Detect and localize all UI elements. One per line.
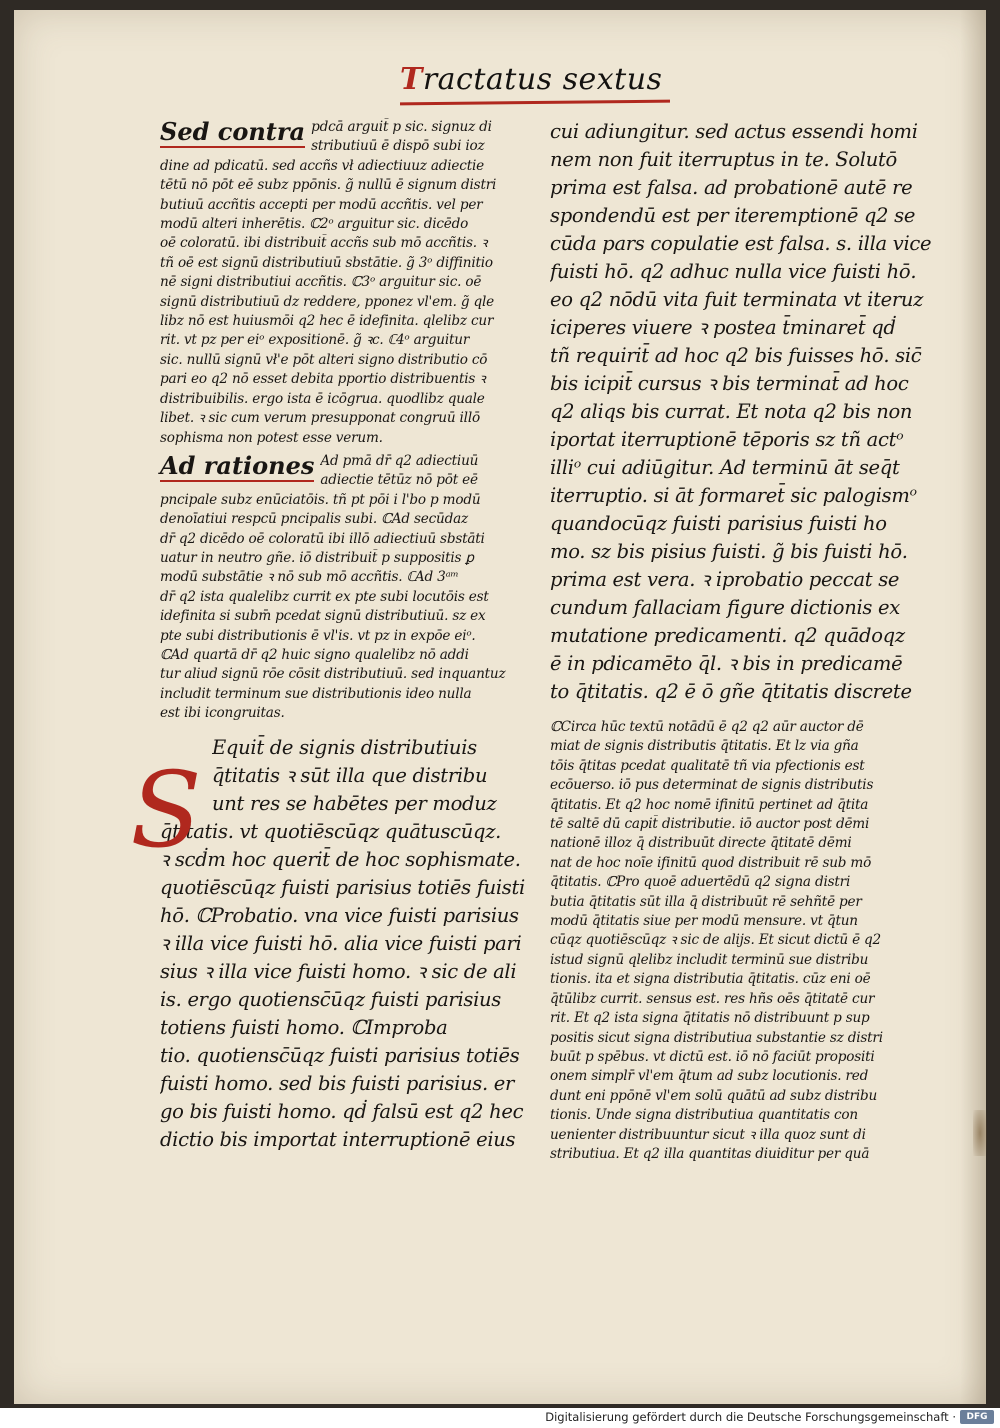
text-line: q̄titatis. Et q2 hoc nomē ifinitū pertinet ad q̄tita xyxy=(550,796,869,813)
text-line: fuisti hō. q2 adhuc nulla vice fuisti hō. xyxy=(550,260,917,283)
text-line: tionis. Unde signa distributiua quantitatis con xyxy=(550,1107,858,1124)
text-line: ecōuerso. iō pus determinat de signis distributis xyxy=(550,777,874,794)
text-line: sic. nullū signū vł'e pōt alteri signo distributio cō xyxy=(160,351,488,368)
decorated-initial-s: S xyxy=(130,749,202,871)
text-line: oē coloratū. ibi distribuit̄ accñs sub mō accñtis. ꝛ xyxy=(160,235,488,252)
ad-rationes-heading: Ad rationes xyxy=(160,450,315,480)
text-line: tē saltē dū capit̄ distributie. iō auctor post dēmi xyxy=(550,816,870,833)
text-line: pncipale subz enūciatōis. tñ pt pōi i l'bo p modū xyxy=(160,491,481,508)
text-line: unt res se habētes per moduz xyxy=(212,791,497,815)
text-line: nationē illoz q̄ distribuūt directe q̄titatē dēmi xyxy=(550,835,852,852)
text-line: hō. ℂProbatio. vna vice fuisti parisius xyxy=(160,903,519,927)
sed-contra-first-lines xyxy=(311,118,546,157)
text-line: q̄titatis ꝛ sūt illa que distribu xyxy=(212,763,488,787)
text-line: idefinita si subm̄ pcedat signū distributiuū. sz ex xyxy=(160,608,486,625)
running-head-text: ractatus sextus xyxy=(422,62,663,97)
text-line: eo q2 nōdū vita fuit terminata vt iteruz xyxy=(550,288,924,311)
page-edge-shadow xyxy=(960,10,986,1404)
footer-credit: Digitalisierung gefördert durch die Deutsche Forschungsgemeinschaft · xyxy=(545,1410,956,1424)
text-line: tionis. ita et signa distributia q̄titatis. cūz eni oē xyxy=(550,971,871,988)
text-line: cūda pars copulatie est falsa. s. illa vice xyxy=(550,232,932,255)
text-line: signū distributiuū dz reddere, pponez vl'em. g̃ qle xyxy=(160,293,494,310)
text-line: pte subi distributionis ē vl'is. vt pz in expōe eiᵒ. xyxy=(160,627,476,644)
text-line: nem non fuit iterruptus in te. Solutō xyxy=(550,148,897,171)
text-line: q̄titatis. vt quotiēscūqz quātuscūqz. xyxy=(160,819,502,843)
paper-stain xyxy=(973,1110,987,1156)
text-line: q2 aliqs bis currat. Et nota q2 bis non xyxy=(550,400,913,423)
text-line: ℂAd quartā dr̄ q2 huic signo qualelibz nō addi xyxy=(160,646,469,663)
text-line: pari eo q2 nō esset debita pportio distribuentis ꝛ xyxy=(160,371,486,388)
text-line: go bis fuisti homo. qḋ falsū est q2 hec xyxy=(160,1099,524,1123)
text-line: tñ oē est signū distributiuū sbstātie. g̃ 3ᵒ diffinitio xyxy=(160,254,493,271)
text-line: tñ requirit̄ ad hoc q2 bis fuisses hō. sic̄ xyxy=(550,344,922,367)
text-line: mutatione predicamenti. q2 quādoqz xyxy=(550,624,905,647)
text-line: istud signū qlelibz includit terminū sue distribu xyxy=(550,951,869,968)
text-line: uatur in neutro gñe. iō distribuit̄ p suppositis ꝑ xyxy=(160,549,474,566)
text-line: quotiēscūqz fuisti parisius totiēs fuisti xyxy=(160,875,525,899)
text-line: libet. ꝛ sic cum verum presupponat congruū illō xyxy=(160,410,480,427)
dfg-logo: DFG xyxy=(960,1410,994,1424)
text-line: prima est falsa. ad probationē autē re xyxy=(550,176,913,199)
text-line: dr̄ q2 ista qualelibz currit ex pte subi locutōis est xyxy=(160,588,489,605)
text-line: dine ad pdicatū. sed accñs vł adiectiuuz adiectie xyxy=(160,157,484,174)
text-line: cui adiungitur. sed actus essendi homi xyxy=(550,120,918,143)
text-line: est ibi icongruitas. xyxy=(160,705,285,722)
text-line: ꝛ illa vice fuisti hō. alia vice fuisti pari xyxy=(160,931,522,955)
text-line: rit. vt pz per eiᵒ expositionē. g̃ ꝛc. ℂ4ᵒ arguitur xyxy=(160,332,470,349)
text-line: sophisma non potest esse verum. xyxy=(160,429,383,446)
text-line: q̄tūlibz currit. sensus est. res hñs oēs q̄titatē cur xyxy=(550,990,875,1007)
text-line: miat de signis distributis q̄titatis. Et lz via gña xyxy=(550,738,859,755)
text-line: dr̄ q2 dicēdo oē coloratū ibi illō adiectiuū sbstāti xyxy=(160,530,485,547)
ad-rationes-head-row xyxy=(160,452,546,491)
text-line: buūt p spēbus. vt dictū est. iō nō faciūt propositi xyxy=(550,1048,875,1065)
right-column xyxy=(550,118,938,1164)
text-line: Equit̄ de signis distributiuis xyxy=(212,735,477,759)
text-line: iciperes viuere ꝛ postea t̄minaret̄ qḋ xyxy=(550,316,896,339)
text-line: spondendū est per iteremptionē q2 se xyxy=(550,204,916,227)
text-line: modū q̄titatis siue per modū mensure. vt q̄tun xyxy=(550,913,858,930)
text-line: dunt eni ppōnē vl'em solū quātū ad subz distribu xyxy=(550,1087,878,1104)
text-line: ē in pdicamēto q̄l. ꝛ bis in predicamē xyxy=(550,652,903,675)
left-column xyxy=(160,118,546,1154)
text-line: includit terminum sue distributionis ideo nulla xyxy=(160,685,472,702)
text-line: illiᵒ cui adiūgitur. Ad terminū āt seq̄t xyxy=(550,456,900,479)
text-line: uenienter distribuuntur sicut ꝛ illa quoz sunt di xyxy=(550,1126,866,1143)
text-line: Ad pmā dr̄ q2 adiectiuū xyxy=(320,452,479,469)
text-line: modū substātie ꝛ nō sub mō accñtis. ℂAd 3ᵃᵐ xyxy=(160,569,459,586)
text-line: nat de hoc noīe ifinitū quod distribuit rē sub mō xyxy=(550,854,872,871)
text-line: sius ꝛ illa vice fuisti homo. ꝛ sic de ali xyxy=(160,959,517,983)
running-head-initial: T xyxy=(400,62,423,97)
text-line: stributiua. Et q2 illa quantitas diuiditur per quā xyxy=(550,1145,870,1162)
text-line: to q̄titatis. q2 ē ō gñe q̄titatis discrete xyxy=(550,680,912,703)
running-head xyxy=(400,62,670,97)
text-line: denoīatiui respcū pncipalis subi. ℂAd secūdaz xyxy=(160,511,468,528)
section-sequitur-cont xyxy=(160,818,546,1154)
text-line: cūqz quotiēscūqz ꝛ sic de alijs. Et sicut dictū ē q2 xyxy=(550,932,882,949)
text-line: bis icipit̄ cursus ꝛ bis terminat̄ ad hoc xyxy=(550,372,909,395)
text-line: ℂCirca hūc textū notādū ē q2 q2 aūr auctor dē xyxy=(550,719,864,735)
text-line: tētū nō pōt eē subz ppōnis. g̃ nullū ē signum distri xyxy=(160,177,497,194)
text-line: butiuū accñtis accepti per modū accñtis. vel per xyxy=(160,196,483,213)
text-line: dictio bis importat interruptionē eius xyxy=(160,1127,516,1151)
text-line: stributiuū ē dispō subi ioz xyxy=(311,138,485,155)
right-column-commentary xyxy=(550,718,938,1164)
text-line: is. ergo quotiensc̄ūqz fuisti parisius xyxy=(160,987,501,1011)
sed-contra-body xyxy=(160,157,546,448)
section-ad-rationes xyxy=(160,452,546,724)
text-line: fuisti homo. sed bis fuisti parisius. er xyxy=(160,1071,515,1095)
text-line: mo. sz bis pisius fuisti. g̃ bis fuisti hō. xyxy=(550,540,908,563)
text-line: ꝛ scḋm hoc querit̄ de hoc sophismate. xyxy=(160,847,521,871)
text-line: totiens fuisti homo. ℂImproba xyxy=(160,1015,448,1039)
text-line: cundum fallaciam figure dictionis ex xyxy=(550,596,900,619)
right-column-main-text xyxy=(550,118,938,706)
text-line: modū alteri inherētis. ℂ2ᵒ arguitur sic. dicēdo xyxy=(160,216,469,233)
text-line: rit. Et q2 ista signa q̄titatis nō distribuunt p sup xyxy=(550,1010,870,1027)
text-line: pdcā arguit̄ p sic. signuz di xyxy=(311,119,492,135)
text-line: nē signi distributiui accñtis. ℂ3ᵒ arguitur sic. oē xyxy=(160,274,482,291)
sed-contra-heading: Sed contra xyxy=(160,117,306,146)
text-line: tio. quotiensc̄ūqz fuisti parisius totiēs xyxy=(160,1043,520,1067)
text-line: positis sicut signa distributiua substantie sz distri xyxy=(550,1029,883,1046)
text-line: q̄titatis. ℂPro quoē aduertēdū q2 signa distri xyxy=(550,874,851,891)
section-sequitur xyxy=(160,734,546,818)
text-line: prima est vera. ꝛ iprobatio peccat se xyxy=(550,568,900,591)
text-line: tōis q̄titas pcedat qualitatē tñ via pfectionis est xyxy=(550,757,865,774)
ad-rationes-first-lines xyxy=(320,452,546,491)
section-sed-contra xyxy=(160,118,546,448)
text-line: adiectie tētūz nō pōt eē xyxy=(320,472,478,489)
text-line: iterruptio. si āt formaret̄ sic palogismᵒ xyxy=(550,484,917,507)
text-line: tur aliud signū rōe cōsit distributiuū. sed inquantuz xyxy=(160,666,506,683)
ad-rationes-body xyxy=(160,491,546,724)
text-line: libz nō est huiusmōi q2 hec ē idefinita. qlelibz cur xyxy=(160,313,494,330)
text-line: iportat iterruptionē tēporis sz tñ actᵒ xyxy=(550,428,904,451)
text-line: distribuibilis. ergo ista ē icōgrua. quodlibz quale xyxy=(160,390,485,407)
text-line: quandocūqz fuisti parisius fuisti ho xyxy=(550,512,887,535)
text-line: butia q̄titatis sūt illa q̄ distribuūt rē sehñtē per xyxy=(550,893,862,910)
sed-contra-head-row xyxy=(160,118,546,157)
text-line: onem simplr̄ vl'em q̄tum ad subz locutionis. red xyxy=(550,1068,869,1085)
